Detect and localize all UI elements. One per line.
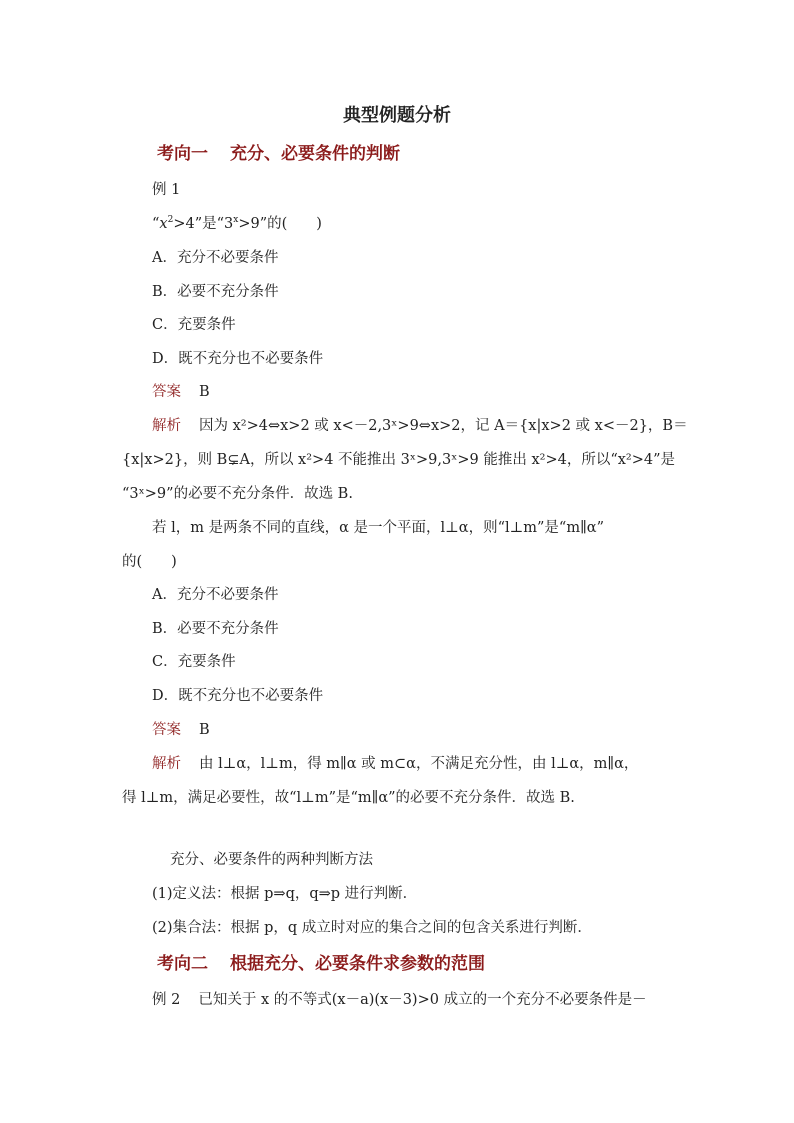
analysis-label: 解析 bbox=[152, 418, 181, 434]
answer-label: 答案 bbox=[152, 722, 181, 738]
section-number: 考向二 bbox=[157, 954, 208, 974]
extra-option-a: A．充分不必要条件 bbox=[152, 587, 279, 603]
method-title: 充分、必要条件的两种判断方法 bbox=[170, 852, 373, 868]
extra-analysis-line-2: 得 l⊥m，满足必要性，故“l⊥m”是“m∥α”的必要不充分条件．故选 B. bbox=[122, 790, 575, 806]
section-title: 充分、必要条件的判断 bbox=[230, 144, 400, 164]
analysis-label: 解析 bbox=[152, 756, 181, 772]
example-1-option-d: D．既不充分也不必要条件 bbox=[152, 351, 324, 367]
example-1-question: “$x^2>4$”是“$3^x>9$”的( ) bbox=[152, 215, 322, 232]
example-1-option-a: A．充分不必要条件 bbox=[152, 250, 279, 266]
section-number: 考向一 bbox=[157, 144, 208, 164]
example-1-answer bbox=[152, 382, 687, 402]
example-1-option-b: B．必要不充分条件 bbox=[152, 284, 279, 300]
example-2-label: 例 2 bbox=[152, 992, 181, 1008]
extra-option-d: D．既不充分也不必要条件 bbox=[152, 688, 324, 704]
extra-question-line-1: 若 l，m 是两条不同的直线，α 是一个平面，l⊥α，则“l⊥m”是“m∥α” bbox=[152, 520, 604, 536]
extra-answer bbox=[152, 720, 687, 740]
answer-value: B bbox=[199, 722, 210, 738]
method-item-2: (2)集合法：根据 p，q 成立时对应的集合之间的包含关系进行判断． bbox=[152, 920, 592, 936]
example-1-analysis-line-3: “3ˣ>9”的必要不充分条件．故选 B. bbox=[122, 486, 353, 502]
page-title: 典型例题分析 bbox=[343, 105, 451, 126]
section-title: 根据充分、必要条件求参数的范围 bbox=[230, 954, 485, 974]
extra-question-line-2: 的( ) bbox=[122, 554, 177, 570]
extra-option-b: B．必要不充分条件 bbox=[152, 621, 279, 637]
example-1-analysis-line-2: {x|x>2}，则 B⊊A，所以 x²>4 不能推出 3ˣ>9,3ˣ>9 能推出 x²>4，所以“x²>4”是 bbox=[122, 452, 676, 468]
answer-label: 答案 bbox=[152, 384, 181, 400]
extra-option-c: C．充要条件 bbox=[152, 654, 236, 670]
example-2-line bbox=[152, 990, 687, 1010]
section-heading-2 bbox=[157, 954, 794, 974]
method-item-1: (1)定义法：根据 p⇒q，q⇒p 进行判断． bbox=[152, 886, 418, 902]
section-heading-1 bbox=[157, 144, 794, 164]
example-2-text: 已知关于 x 的不等式(x－a)(x－3)>0 成立的一个充分不必要条件是－ bbox=[198, 992, 647, 1008]
extra-analysis-line-1: 解析 由 l⊥α，l⊥m，得 m∥α 或 m⊂α，不满足充分性，由 l⊥α，m∥α， bbox=[152, 756, 639, 772]
example-1-option-c: C．充要条件 bbox=[152, 317, 236, 333]
answer-value: B bbox=[199, 384, 210, 400]
example-1-label: 例 1 bbox=[152, 182, 181, 198]
example-1-analysis-line-1: 解析 因为 x²>4⇔x>2 或 x<－2,3ˣ>9⇔x>2，记 A＝{x|x>2 或 x<－2}，B＝ bbox=[152, 418, 688, 434]
